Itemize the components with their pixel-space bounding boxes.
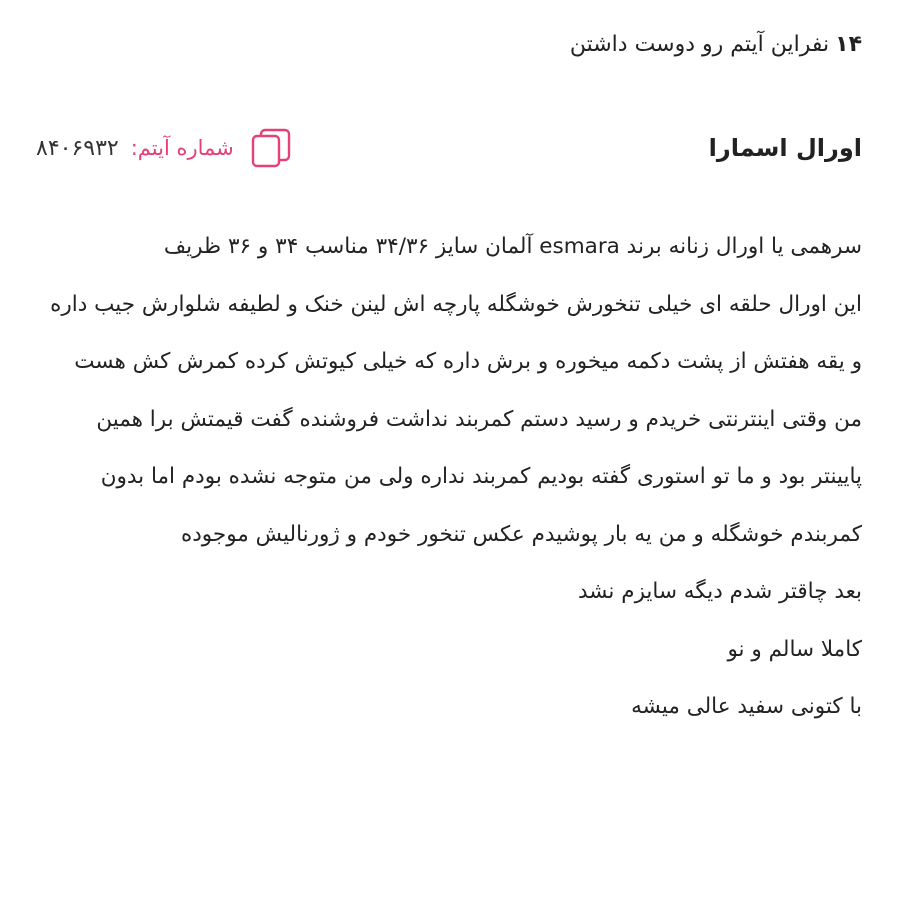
copy-icon[interactable] — [248, 125, 294, 171]
item-code-value: ۸۴۰۶۹۳۲ — [36, 135, 119, 161]
item-description — [40, 218, 862, 736]
likes-summary — [570, 28, 862, 62]
item-header — [36, 122, 862, 174]
likes-text: نفراین آیتم رو دوست داشتن — [569, 32, 830, 57]
item-code-label: شماره آیتم: — [130, 136, 234, 160]
description-paragraph: این اورال حلقه ای خیلی تنخورش خوشگله پارچه اش لینن خنک و لطیفه شلوارش جیب داره و یقه هفتش از پشت دکمه میخوره و برش داره که خیلی کیوتش کرده کمرش کش هست من وقتی اینترنتی خریدم و رسید دستم کمربند نداشت فروشنده گفت قیمتش برا همین پایینتر بود و ما تو استوری گفته بودیم کمربند نداره ولی من متوجه نشده بودم اما بدون کمربندم خوشگله و من یه بار پوشیدم عکس تنخور خودم و ژورنالیش موجوده — [50, 291, 862, 547]
description-paragraph: با کتونی سفید عالی میشه — [631, 694, 862, 719]
description-paragraph: بعد چاقتر شدم دیگه سایزم نشد — [577, 579, 862, 604]
description-paragraph: کاملا سالم و نو — [727, 636, 862, 662]
likes-count: ۱۴ — [835, 32, 862, 57]
description-paragraph: سرهمی یا اورال زنانه برند esmara آلمان سایز ۳۴/۳۶ مناسب ۳۴ و ۳۶ ظریف — [163, 234, 862, 259]
item-title: اورال اسمارا — [708, 134, 862, 162]
item-code-group — [36, 128, 294, 168]
